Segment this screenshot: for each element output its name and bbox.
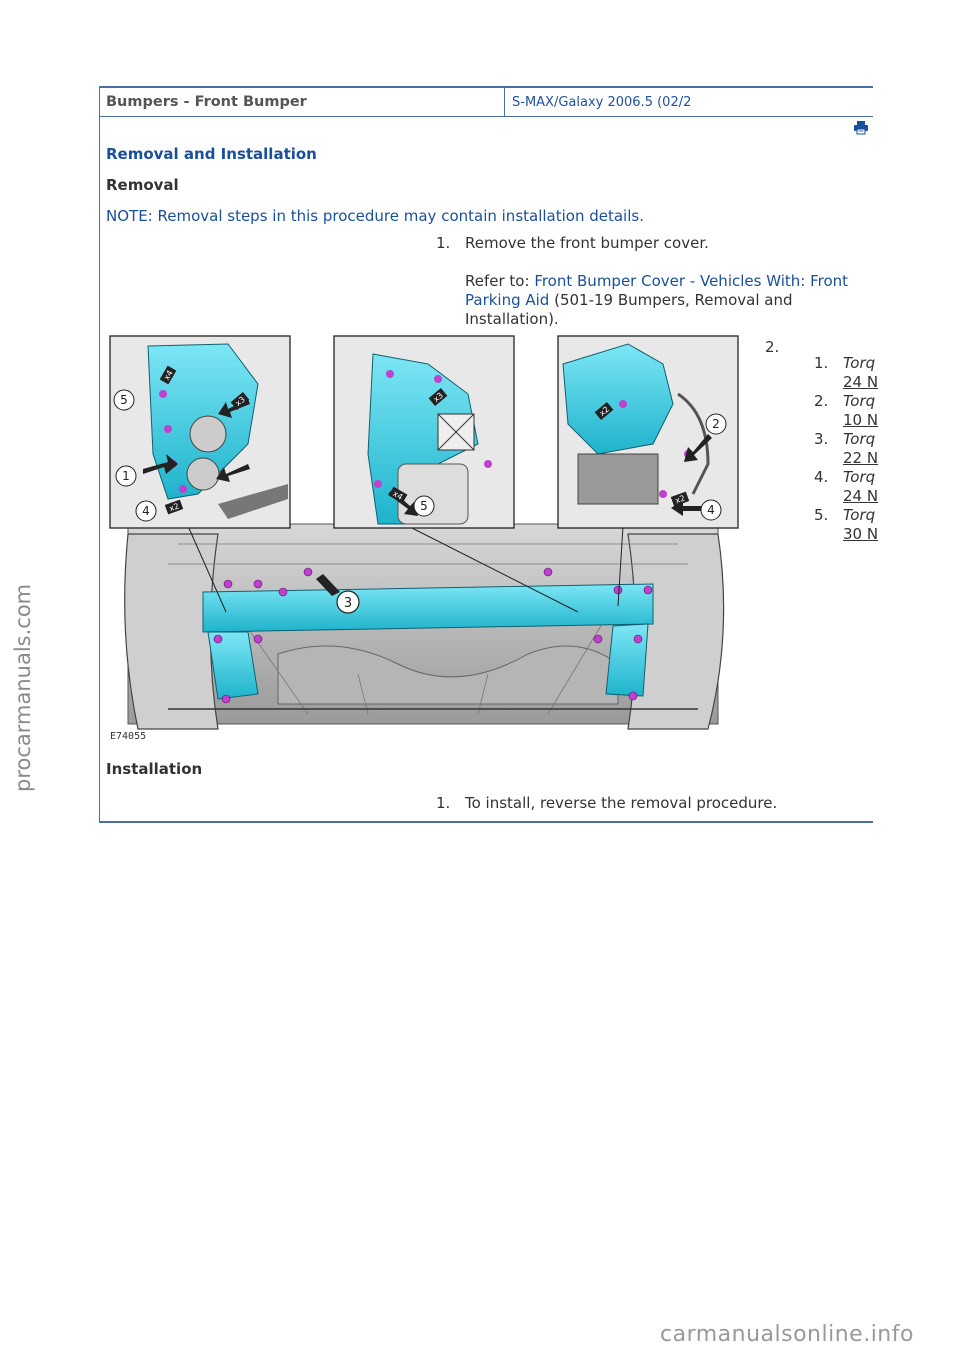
torque-2-value[interactable]: 10 N [843, 411, 879, 429]
refer-suffix: (501-19 Bumpers, Removal and [549, 291, 793, 309]
install-step-number: 1. [436, 794, 451, 812]
document-page [99, 86, 879, 823]
installation-heading: Installation [106, 760, 203, 778]
torque-2-number: 2. [814, 392, 829, 410]
svg-text:procarmanuals.com: procarmanuals.com [11, 583, 35, 792]
step-1-number: 1. [436, 234, 451, 252]
step-2-number: 2. [765, 338, 780, 356]
watermark-bottom: carmanualsonline.info [660, 1322, 914, 1347]
torque-5-value[interactable]: 30 N [843, 525, 879, 543]
header-title: Bumpers - Front Bumper [106, 94, 307, 110]
inset-center [334, 336, 514, 528]
svg-text:x2: x2 [597, 404, 611, 418]
header-divider [504, 88, 505, 116]
printer-icon[interactable] [854, 121, 868, 134]
svg-text:1: 1 [122, 469, 130, 483]
svg-text:5: 5 [420, 499, 428, 513]
refer-prefix: Refer to: [465, 272, 535, 290]
inset-right [558, 336, 738, 528]
torque-2-label: Torq [843, 392, 876, 410]
torque-1-label: Torq [843, 354, 876, 372]
step-1-text: Remove the front bumper cover. [465, 234, 709, 252]
inset-left [110, 336, 290, 528]
svg-text:4: 4 [707, 503, 715, 517]
refer-link[interactable]: Front Bumper Cover - Vehicles With: Front [534, 272, 849, 290]
bumper-reinforcement-illustration [108, 334, 752, 746]
note-text: NOTE: Removal steps in this procedure may contain installation details. [106, 207, 644, 225]
torque-3-label: Torq [843, 430, 876, 448]
refer-link-cont[interactable]: Parking Aid [465, 291, 550, 309]
torque-list [764, 354, 879, 569]
svg-text:x4: x4 [391, 489, 405, 502]
watermark-left [2, 560, 42, 800]
torque-4-label: Torq [843, 468, 876, 486]
svg-text:4: 4 [142, 504, 150, 518]
torque-4-value[interactable]: 24 N [843, 487, 879, 505]
svg-text:x2: x2 [168, 501, 181, 514]
section-title: Removal and Installation [106, 145, 317, 163]
svg-text:x3: x3 [233, 394, 247, 408]
torque-1-number: 1. [814, 354, 829, 372]
svg-text:x4: x4 [162, 368, 175, 382]
svg-text:5: 5 [120, 393, 128, 407]
torque-4-number: 4. [814, 468, 829, 486]
torque-5-label: Torq [843, 506, 876, 524]
svg-text:x3: x3 [431, 390, 445, 404]
install-step-text: To install, reverse the removal procedure. [465, 794, 778, 812]
svg-text:x2: x2 [674, 493, 687, 506]
torque-3-value[interactable]: 22 N [843, 449, 879, 467]
svg-text:2: 2 [712, 417, 720, 431]
refer-to-paragraph [465, 272, 875, 329]
document-header [100, 88, 873, 117]
torque-5-number: 5. [814, 506, 829, 524]
svg-text:3: 3 [343, 596, 353, 611]
removal-heading: Removal [106, 176, 179, 194]
figure-id: E74055 [110, 731, 147, 742]
torque-1-value[interactable]: 24 N [843, 373, 879, 391]
torque-3-number: 3. [814, 430, 829, 448]
header-model: S-MAX/Galaxy 2006.5 (02/2 [512, 95, 692, 110]
refer-suffix-cont: Installation). [465, 310, 559, 328]
